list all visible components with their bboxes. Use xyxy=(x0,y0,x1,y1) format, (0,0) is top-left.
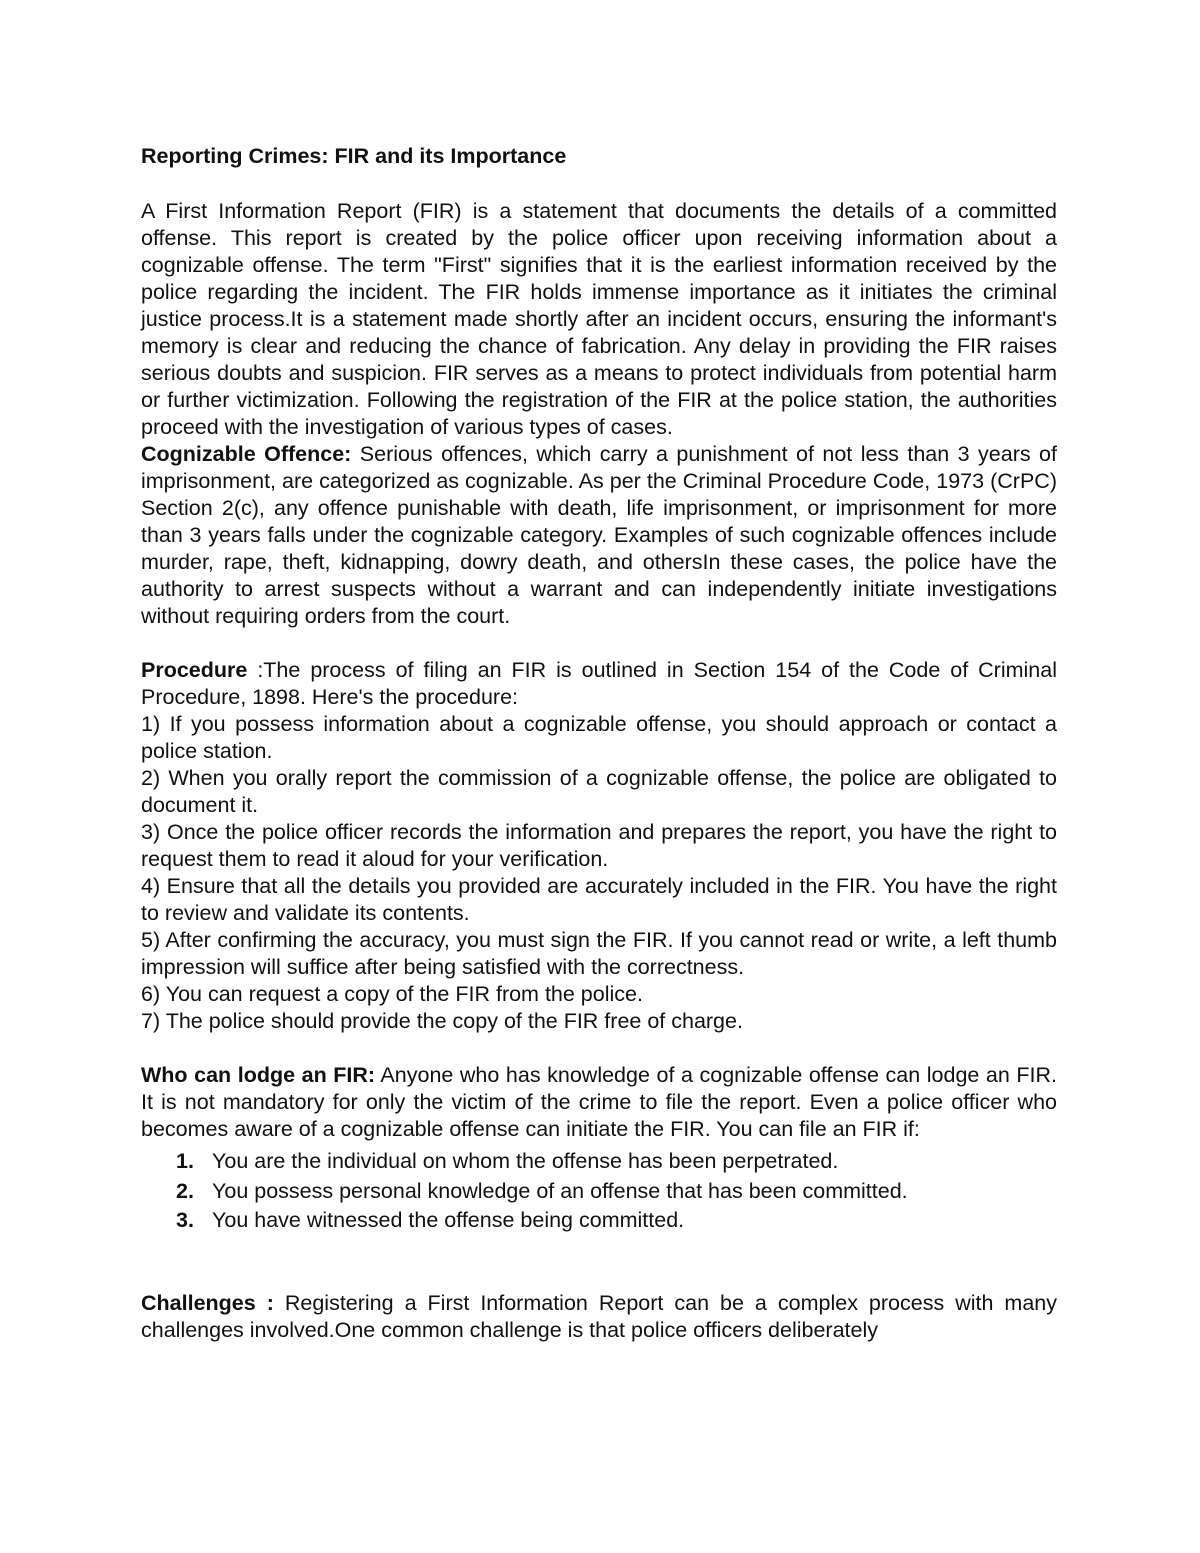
list-text: You possess personal knowledge of an offense that has been committed. xyxy=(212,1178,908,1203)
cognizable-text: Serious offences, which carry a punishment of not less than 3 years of imprisonment, are categorized as cognizable. As per the Criminal Procedure Code, 1973 (CrPC) Section 2(c), any offence punishable with death, life imprisonment, or imprisonment for more than 3 years falls under the cognizable category. Examples of such cognizable offences include murder, rape, theft, kidnapping, dowry death, and othersIn these cases, the police have the authority to arrest suspects without a warrant and can independently initiate investigations without requiring orders from the court. xyxy=(141,442,1057,628)
who-list xyxy=(141,1147,1057,1236)
procedure-step: 2) When you orally report the commission of a cognizable offense, the police are obligated to document it. xyxy=(141,766,1057,817)
procedure-step: 4) Ensure that all the details you provided are accurately included in the FIR. You have the right to review and validate its contents. xyxy=(141,874,1057,925)
list-number: 3. xyxy=(176,1208,194,1232)
who-paragraph xyxy=(141,1062,1057,1143)
procedure-step: 5) After confirming the accuracy, you must sign the FIR. If you cannot read or write, a left thumb impression will suffice after being satisfied with the correctness. xyxy=(141,928,1057,979)
procedure-step: 3) Once the police officer records the information and prepares the report, you have the right to request them to read it aloud for your verification. xyxy=(141,820,1057,871)
spacer xyxy=(141,630,1057,657)
list-item xyxy=(141,1147,1057,1177)
cognizable-paragraph xyxy=(141,441,1057,630)
list-item xyxy=(141,1177,1057,1207)
document-title: Reporting Crimes: FIR and its Importance xyxy=(141,144,567,168)
cognizable-heading: Cognizable Offence: xyxy=(141,442,352,466)
spacer xyxy=(141,1263,1057,1290)
procedure-text: :The process of filing an FIR is outlined in Section 154 of the Code of Criminal Procedure, 1898. Here's the procedure: xyxy=(141,658,1057,709)
challenges-heading: Challenges : xyxy=(141,1290,274,1315)
procedure-heading: Procedure xyxy=(141,658,248,682)
list-number: 1. xyxy=(176,1149,194,1173)
challenges-paragraph xyxy=(141,1290,1057,1344)
procedure-paragraph xyxy=(141,657,1057,711)
intro-paragraph: A First Information Report (FIR) is a statement that documents the details of a committed offense. This report is created by the police officer upon receiving information about a cognizable offense. The term "First" signifies that it is the earliest information received by the police regarding the incident. The FIR holds immense importance as it initiates the criminal justice process.It is a statement made shortly after an incident occurs, ensuring the informant's memory is clear and reducing the chance of fabrication. Any delay in providing the FIR raises serious doubts and suspicion. FIR serves as a means to protect individuals from potential harm or further victimization. Following the registration of the FIR at the police station, the authorities proceed with the investigation of various types of cases. xyxy=(141,199,1057,439)
list-item xyxy=(141,1206,1057,1236)
procedure-step: 1) If you possess information about a cognizable offense, you should approach or contact a police station. xyxy=(141,712,1057,763)
who-text: Anyone who has knowledge of a cognizable offense can lodge an FIR. It is not mandatory for only the victim of the crime to file the report. Even a police officer who becomes aware of a cognizable offense can initiate the FIR. You can file an FIR if: xyxy=(141,1063,1058,1141)
spacer xyxy=(141,1236,1057,1263)
who-heading: Who can lodge an FIR: xyxy=(141,1063,376,1087)
document-body xyxy=(141,141,1057,1344)
procedure-step: 6) You can request a copy of the FIR from the police. xyxy=(141,982,643,1006)
spacer xyxy=(141,1035,1057,1062)
challenges-text: Registering a First Information Report can be a complex process with many challenges involved.One common challenge is that police officers deliberately xyxy=(141,1290,1057,1342)
list-text: You are the individual on whom the offense has been perpetrated. xyxy=(212,1149,839,1173)
list-text: You have witnessed the offense being committed. xyxy=(212,1208,685,1232)
spacer xyxy=(141,171,1057,198)
list-number: 2. xyxy=(176,1178,194,1203)
procedure-step: 7) The police should provide the copy of the FIR free of charge. xyxy=(141,1009,743,1033)
